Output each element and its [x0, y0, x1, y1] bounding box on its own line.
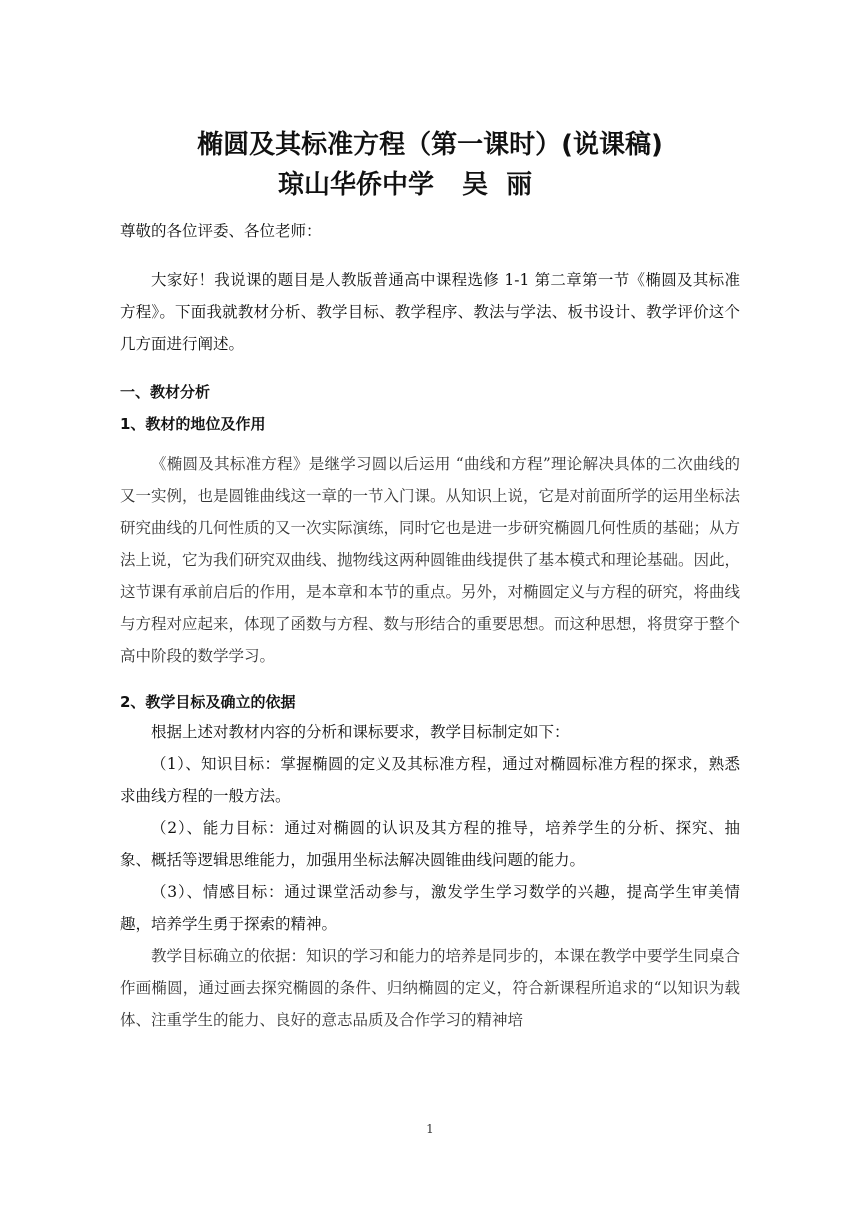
goal-emotion: （3）、情感目标：通过课堂活动参与，激发学生学习数学的兴趣，提高学生审美情趣，培养学生勇于探索的精神。: [120, 883, 740, 933]
goal-knowledge: （1）、知识目标：掌握椭圆的定义及其标准方程，通过对椭圆标准方程的探求，熟悉求曲线方程的一般方法。: [120, 755, 740, 805]
section-heading: 一、教材分析: [120, 383, 211, 401]
body-paragraph: 《椭圆及其标准方程》是继学习圆以后运用 “曲线和方程”理论解决具体的二次曲线的又一实例，也是圆锥曲线这一章的一节入门课。从知识上说，它是对前面所学的运用坐标法研究曲线的几何性质的又一次实际演练，同时它也是进一步研究椭圆几何性质的基础；从方法上说，它为我们研究双曲线、抛物线这两种圆锥曲线提供了基本模式和理论基础。因此，这节课有承前启后的作用，是本章和本节的重点。另外，对椭圆定义与方程的研究，将曲线与方程对应起来，体现了函数与方程、数与形结合的重要思想。而这种思想，将贯穿于整个高中阶段的数学学习。: [120, 455, 741, 665]
document-title: 椭圆及其标准方程（第一课时）(说课稿): [197, 130, 663, 160]
author-name: 吴 丽: [462, 170, 533, 200]
school-name: 琼山华侨中学: [278, 170, 435, 200]
subsection-heading: 2、教学目标及确立的依据: [120, 693, 296, 711]
goals-lead: 根据上述对教材内容的分析和课标要求，教学目标制定如下：: [151, 723, 570, 741]
goals-basis-paragraph: 教学目标确立的依据：知识的学习和能力的培养是同步的，本课在教学中要学生同桌合作画椭圆，通过画去探究椭圆的条件、归纳椭圆的定义，符合新课程所追求的“以知识为载体、注重学生的能力、良好的意志品质及合作学习的精神培: [120, 947, 741, 1029]
author-line: [120, 168, 740, 202]
goal-ability: （2）、能力目标：通过对椭圆的认识及其方程的推导，培养学生的分析、探究、抽象、概括等逻辑思维能力，加强用坐标法解决圆锥曲线问题的能力。: [120, 819, 740, 869]
document-body: [120, 128, 740, 1036]
greeting: 尊敬的各位评委、各位老师：: [120, 222, 322, 240]
subsection-heading: 1、教材的地位及作用: [120, 415, 266, 433]
intro-paragraph: 大家好！我说课的题目是人教版普通高中课程选修 1-1 第二章第一节《椭圆及其标准方程》。下面我就教材分析、教学目标、教学程序、教法与学法、板书设计、教学评价这个几方面进行阐述。: [120, 271, 740, 353]
page-number: 1: [426, 1122, 434, 1136]
